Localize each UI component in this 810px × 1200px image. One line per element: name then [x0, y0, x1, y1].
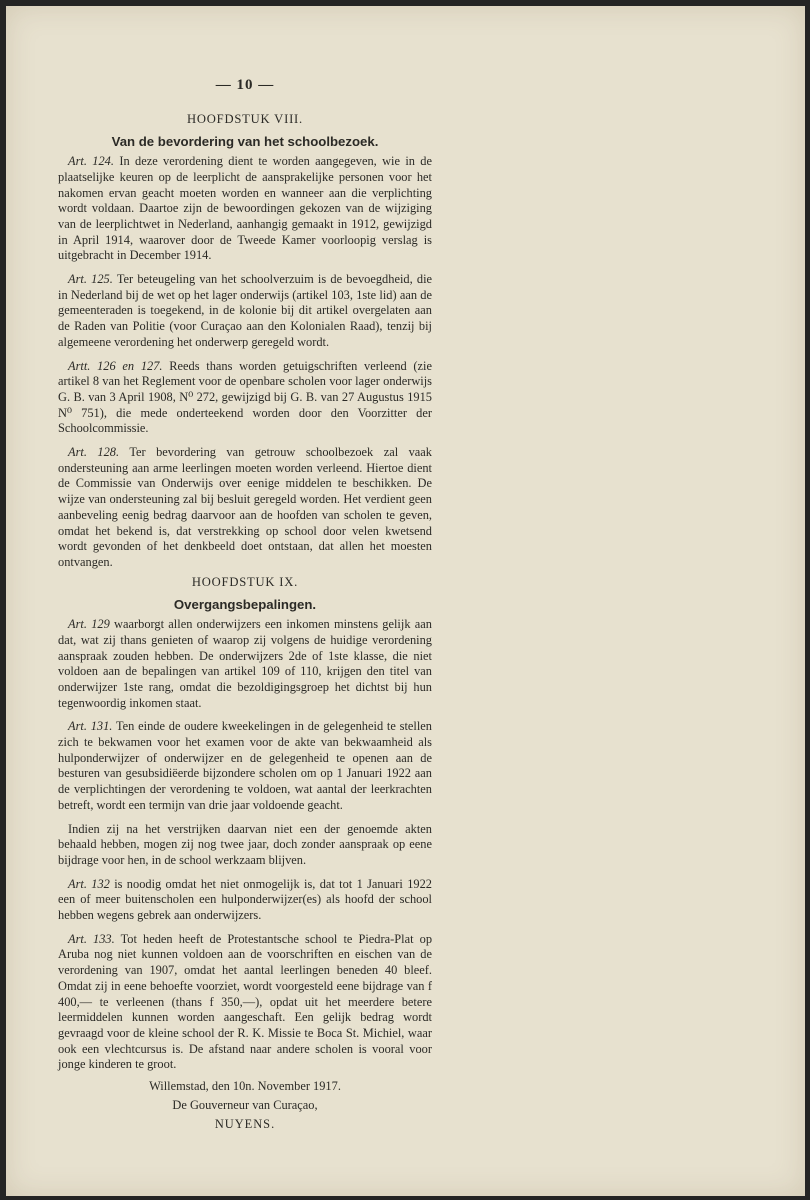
paragraph-text: Ter bevordering van getrouw schoolbezoek zal vaak ondersteuning aan arme leerlingen moeten worden verleend. Hiertoe dient de Commissie van Onderwijs over eenige middelen te beschikken. De wijze van ondersteuning zal bij besluit geregeld worden. Het verdient geen aanbeveling eenig bedrag daarvoor aan de hoofden van scholen te geven, omdat het bekend is, dat verstrekking op school door velen kwetsend wordt gevonden of het denkbeeld doet ontstaan, dat allen het moesten ontvangen.: [58, 445, 432, 569]
article-ref: Art. 125.: [68, 272, 113, 287]
paragraph-text: Ter beteugeling van het schoolverzuim is de bevoegdheid, die in Nederland bij de wet op het lager onderwijs (artikel 103, 1ste lid) aan de gemeenteraden is toegekend, in de kolonie bij dit artikel overgelaten aan de Raden van Politie (voor Curaçao aan den Kolonialen Raad), tenzij bij algemeene verordening het onderwerp geregeld wordt.: [58, 272, 433, 349]
paragraph-text: Ten einde de oudere kweekelingen in de gelegenheid te stellen zich te bekwamen voor het examen voor de akte van bekwaamheid als hulponderwijzer of onderwijzer en de gelegenheid te openen aan de besturen van gesubsidiëerde bijzondere scholen om op 1 Januari 1922 aan de verplichtingen der verordening te voldoen, wat aantal der leerkrachten betreft, wordt een termijn van drie jaar voldoende geacht.: [58, 719, 432, 812]
closing-place-date: Willemstad, den 10n. November 1917.: [149, 1079, 341, 1094]
paragraph: [58, 932, 432, 1073]
article-ref: Art. 129: [68, 617, 110, 632]
chapter-label: HOOFDSTUK VIII.: [186, 111, 303, 126]
paragraph: [58, 719, 432, 813]
paragraph-text: is noodig omdat het niet onmogelijk is, dat tot 1 Januari 1922 een of meer buitenscholen een hulponderwijzer(es) als hoofd der school hebben wegens gebrek aan onderwijzers.: [58, 876, 432, 923]
paragraph: [58, 154, 432, 264]
document-page: [6, 6, 805, 1196]
paragraph: [58, 617, 432, 711]
article-ref: Artt. 126 en 127.: [68, 358, 163, 373]
article-ref: Art. 124.: [68, 154, 114, 169]
paragraph-text: waarborgt allen onderwijzers een inkomen minstens gelijk aan dat, wat zij thans genieten of waarop zij volgens de huidige verordening aanspraak zouden hebben. De onderwijzers 2de of 1ste klasse, die niet voldoen aan de bepalingen van artikel 109 of 110, krijgen den titel van onderwijzer 1ste rang, omdat die bezoldigingsgroep het dichtst bij hun tegenwoordig inkomen staat.: [58, 617, 432, 710]
paragraph: [58, 272, 432, 351]
paragraph: [58, 445, 432, 571]
closing-signer: NUYENS.: [214, 1117, 276, 1132]
chapter-title: Van de bevordering van het schoolbezoek.: [111, 134, 379, 150]
paragraph-text: Tot heden heeft de Protestantsche school te Piedra-Plat op Aruba nog niet kunnen voldoen aan de voorschriften en eischen van de verordening van 1907, omdat het aantal leerlingen beneden 40 bleef. Omdat zij in eene behoefte voorziet, wordt voorgesteld eene bijdrage van f 400,— te verleenen (thans f 350,—), opdat uit het meerdere betere leermiddelen kunnen worden aangeschaft. Een gelijk bedrag wordt gevraagd voor de kleine school der R. K. Missie te Boca St. Michiel, waar ook een vlechtcursus is. De afstand naar andere scholen is vooral voor jonge kinderen te groot.: [58, 931, 433, 1072]
article-ref: Art. 128.: [68, 445, 120, 460]
paragraph: [58, 822, 432, 869]
page-number: — 10 —: [215, 77, 275, 93]
chapter-label: HOOFDSTUK IX.: [191, 574, 299, 589]
paragraph-text: Indien zij na het verstrijken daarvan niet een der genoemde akten behaald hebben, mogen zij nog twee jaar, doch zonder aanspraak op eene bijdrage voor hen, in de school werkzaam blijven.: [58, 821, 432, 867]
article-ref: Art. 133.: [68, 931, 115, 946]
article-ref: Art. 131.: [68, 719, 113, 734]
article-ref: Art. 132: [68, 876, 110, 891]
paragraph: [58, 877, 432, 924]
paragraph-text: In deze verordening dient te worden aangegeven, wie in de plaatselijke keuren op de leerplicht de aansprakelijke personen voor het nakomen ervan geacht moeten worden en wanneer aan die verplichting wordt voldaan. Daartoe zijn de bewoordingen gekozen van de wijziging van de leerplichtwet in Nederland, aanhangig gemaakt in 1912, gewijzigd in April 1914, waarover door de Tweede Kamer voorloopig verslag is uitgebracht in December 1914.: [58, 154, 432, 263]
text-column: [58, 78, 432, 1134]
paragraph: [58, 359, 432, 438]
chapter-title: Overgangsbepalingen.: [173, 597, 317, 613]
paragraph-text: Reeds thans worden getuigschriften verleend (zie artikel 8 van het Reglement voor de openbare scholen voor lager onderwijs G. B. van 3 April 1908, N⁰ 272, gewijzigd bij G. B. van 27 Augustus 1915 N⁰ 751), die mede onderteekend worden door den Voorzitter der Schoolcommissie.: [58, 358, 432, 436]
closing-title: De Gouverneur van Curaçao,: [172, 1098, 318, 1113]
